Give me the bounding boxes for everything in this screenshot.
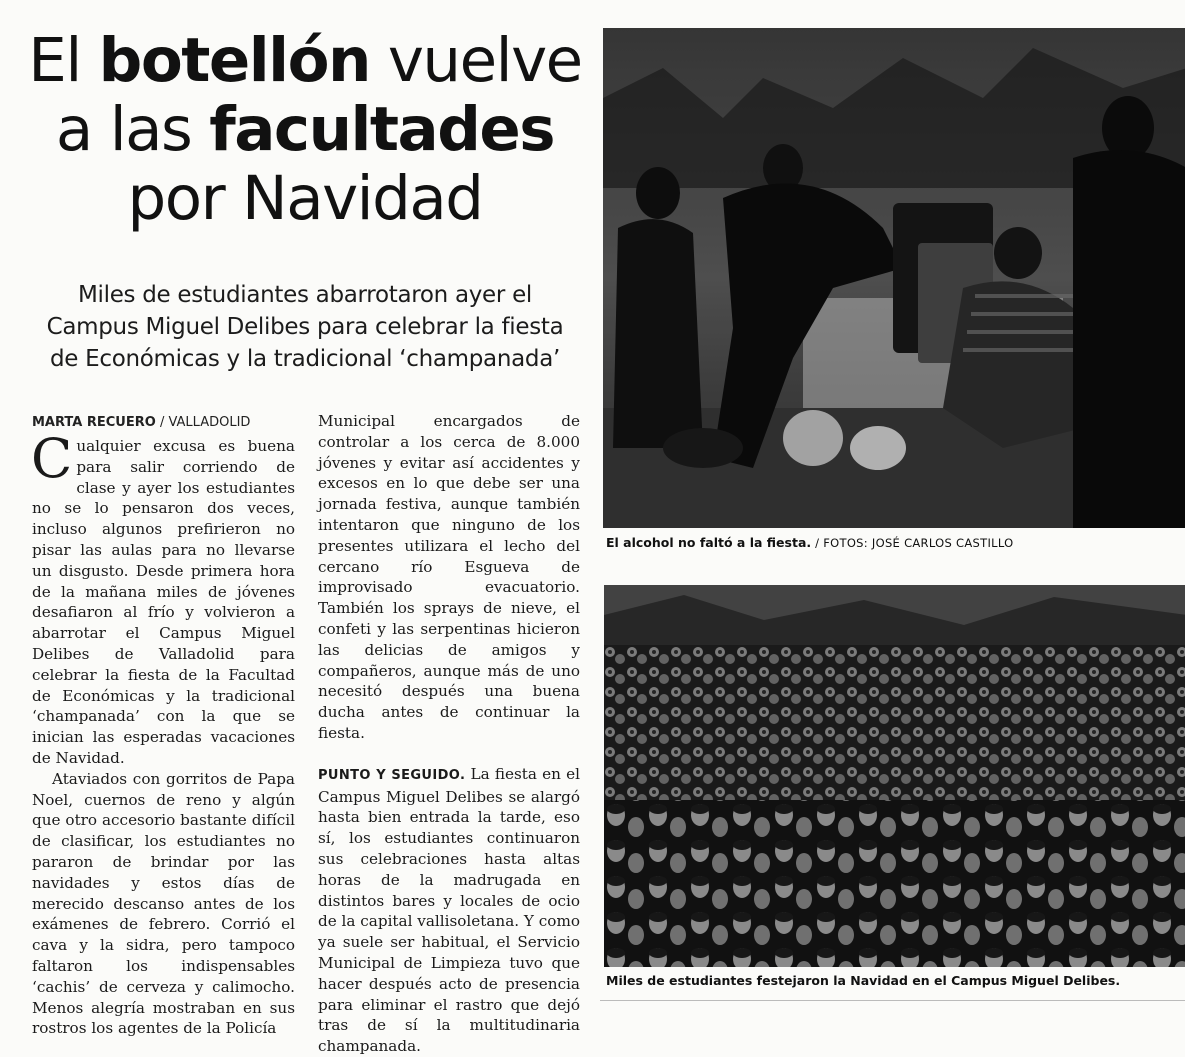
- headline-line-3: [22, 164, 588, 233]
- paragraph-text: ualquier excusa es buena para salir corriendo de clase y ayer los estudiantes no se lo pensaron dos veces, incluso algunos prefirieron no pisar las aulas para no llevarse un disgusto. Desde primera hora de la mañana miles de jóvenes desafiaron al frío y volvieron a abarrotar el Campus Miguel Delibes de Valladolid para celebrar la fiesta de la Facultad de Económicas y la tradicional ‘champanada’ con la que se inician las esperadas vacaciones de Navidad.: [32, 437, 295, 767]
- byline-separator: /: [155, 415, 169, 430]
- headline-text: vuelve: [369, 25, 582, 96]
- body-paragraph: Ataviados con gorritos de Papa Noel, cuernos de reno y algún que otro accesorio bastante difícil de clasificar, los estudiantes no pararon de brindar por las navidades y estos días de merecido descanso antes de los exámenes de febrero. Corrió el cava y la sidra, pero tampoco faltaron los indispensables ‘cachis’ de cerveza y calimocho. Menos alegría mostraban en sus rostros los agentes de la Policía: [32, 769, 295, 1038]
- subtitle-line: Miles de estudiantes abarrotaron ayer el: [77, 282, 533, 308]
- byline-author: MARTA RECUERO: [32, 415, 156, 430]
- body-paragraph: [31, 427, 295, 769]
- section-heading: PUNTO Y SEGUIDO.: [318, 767, 466, 783]
- headline-text: a las: [55, 94, 210, 165]
- headline-line-1: [22, 26, 588, 95]
- subtitle-line: de Económicas y la tradicional ‘champanada’: [49, 346, 561, 372]
- subtitle-line: Campus Miguel Delibes para celebrar la fiesta: [46, 314, 564, 340]
- paragraph-text: La fiesta en el Campus Miguel Delibes se alargó hasta bien entrada la tarde, eso sí, los estudiantes continuaron sus celebraciones hasta altas horas de la madrugada en distintos bares y locales de ocio de la capital vallisoletana. Y como ya suele ser habitual, el Servicio Municipal de Limpieza tuvo que hacer después acto de presencia para eliminar el rastro que dejó tras de sí la multitudinaria champanada.: [318, 764, 580, 1056]
- byline-location: VALLADOLID: [168, 415, 251, 430]
- section-spacer: [318, 744, 580, 764]
- headline-emphasis: facultades: [209, 94, 555, 165]
- body-column-2: [318, 411, 580, 1057]
- headline-line-2: [22, 95, 588, 164]
- headline-text: El: [28, 25, 99, 96]
- caption-text: El alcohol no faltó a la fiesta.: [606, 535, 812, 550]
- headline: [22, 26, 588, 233]
- photo-caption-1: [606, 535, 1014, 550]
- photo-students-drinking: [603, 28, 1185, 528]
- photo-caption-2: Miles de estudiantes festejaron la Navidad en el Campus Miguel Delibes.: [606, 973, 1121, 988]
- headline-text: por Navidad: [127, 163, 483, 234]
- photo-credit: / FOTOS: JOSÉ CARLOS CASTILLO: [811, 536, 1014, 550]
- headline-emphasis: botellón: [98, 25, 370, 96]
- body-paragraph: Municipal encargados de controlar a los cerca de 8.000 jóvenes y evitar así accidentes y excesos en lo que debe ser una jornada festiva, aunque también intentaron que ninguno de los presentes utilizara el lecho del cercano río Esgueva de improvisado evacuatorio. También los sprays de nieve, el confeti y las serpentinas hicieron las delicias de amigos y compañeros, aunque más de uno necesitó después una buena ducha antes de continuar la fiesta.: [318, 412, 580, 742]
- subtitle: [22, 279, 588, 375]
- dropcap: C: [31, 427, 73, 490]
- body-column-1: [31, 427, 295, 1039]
- photo-crowd: [604, 585, 1185, 967]
- divider: [600, 1000, 1185, 1001]
- body-paragraph: [318, 764, 580, 1057]
